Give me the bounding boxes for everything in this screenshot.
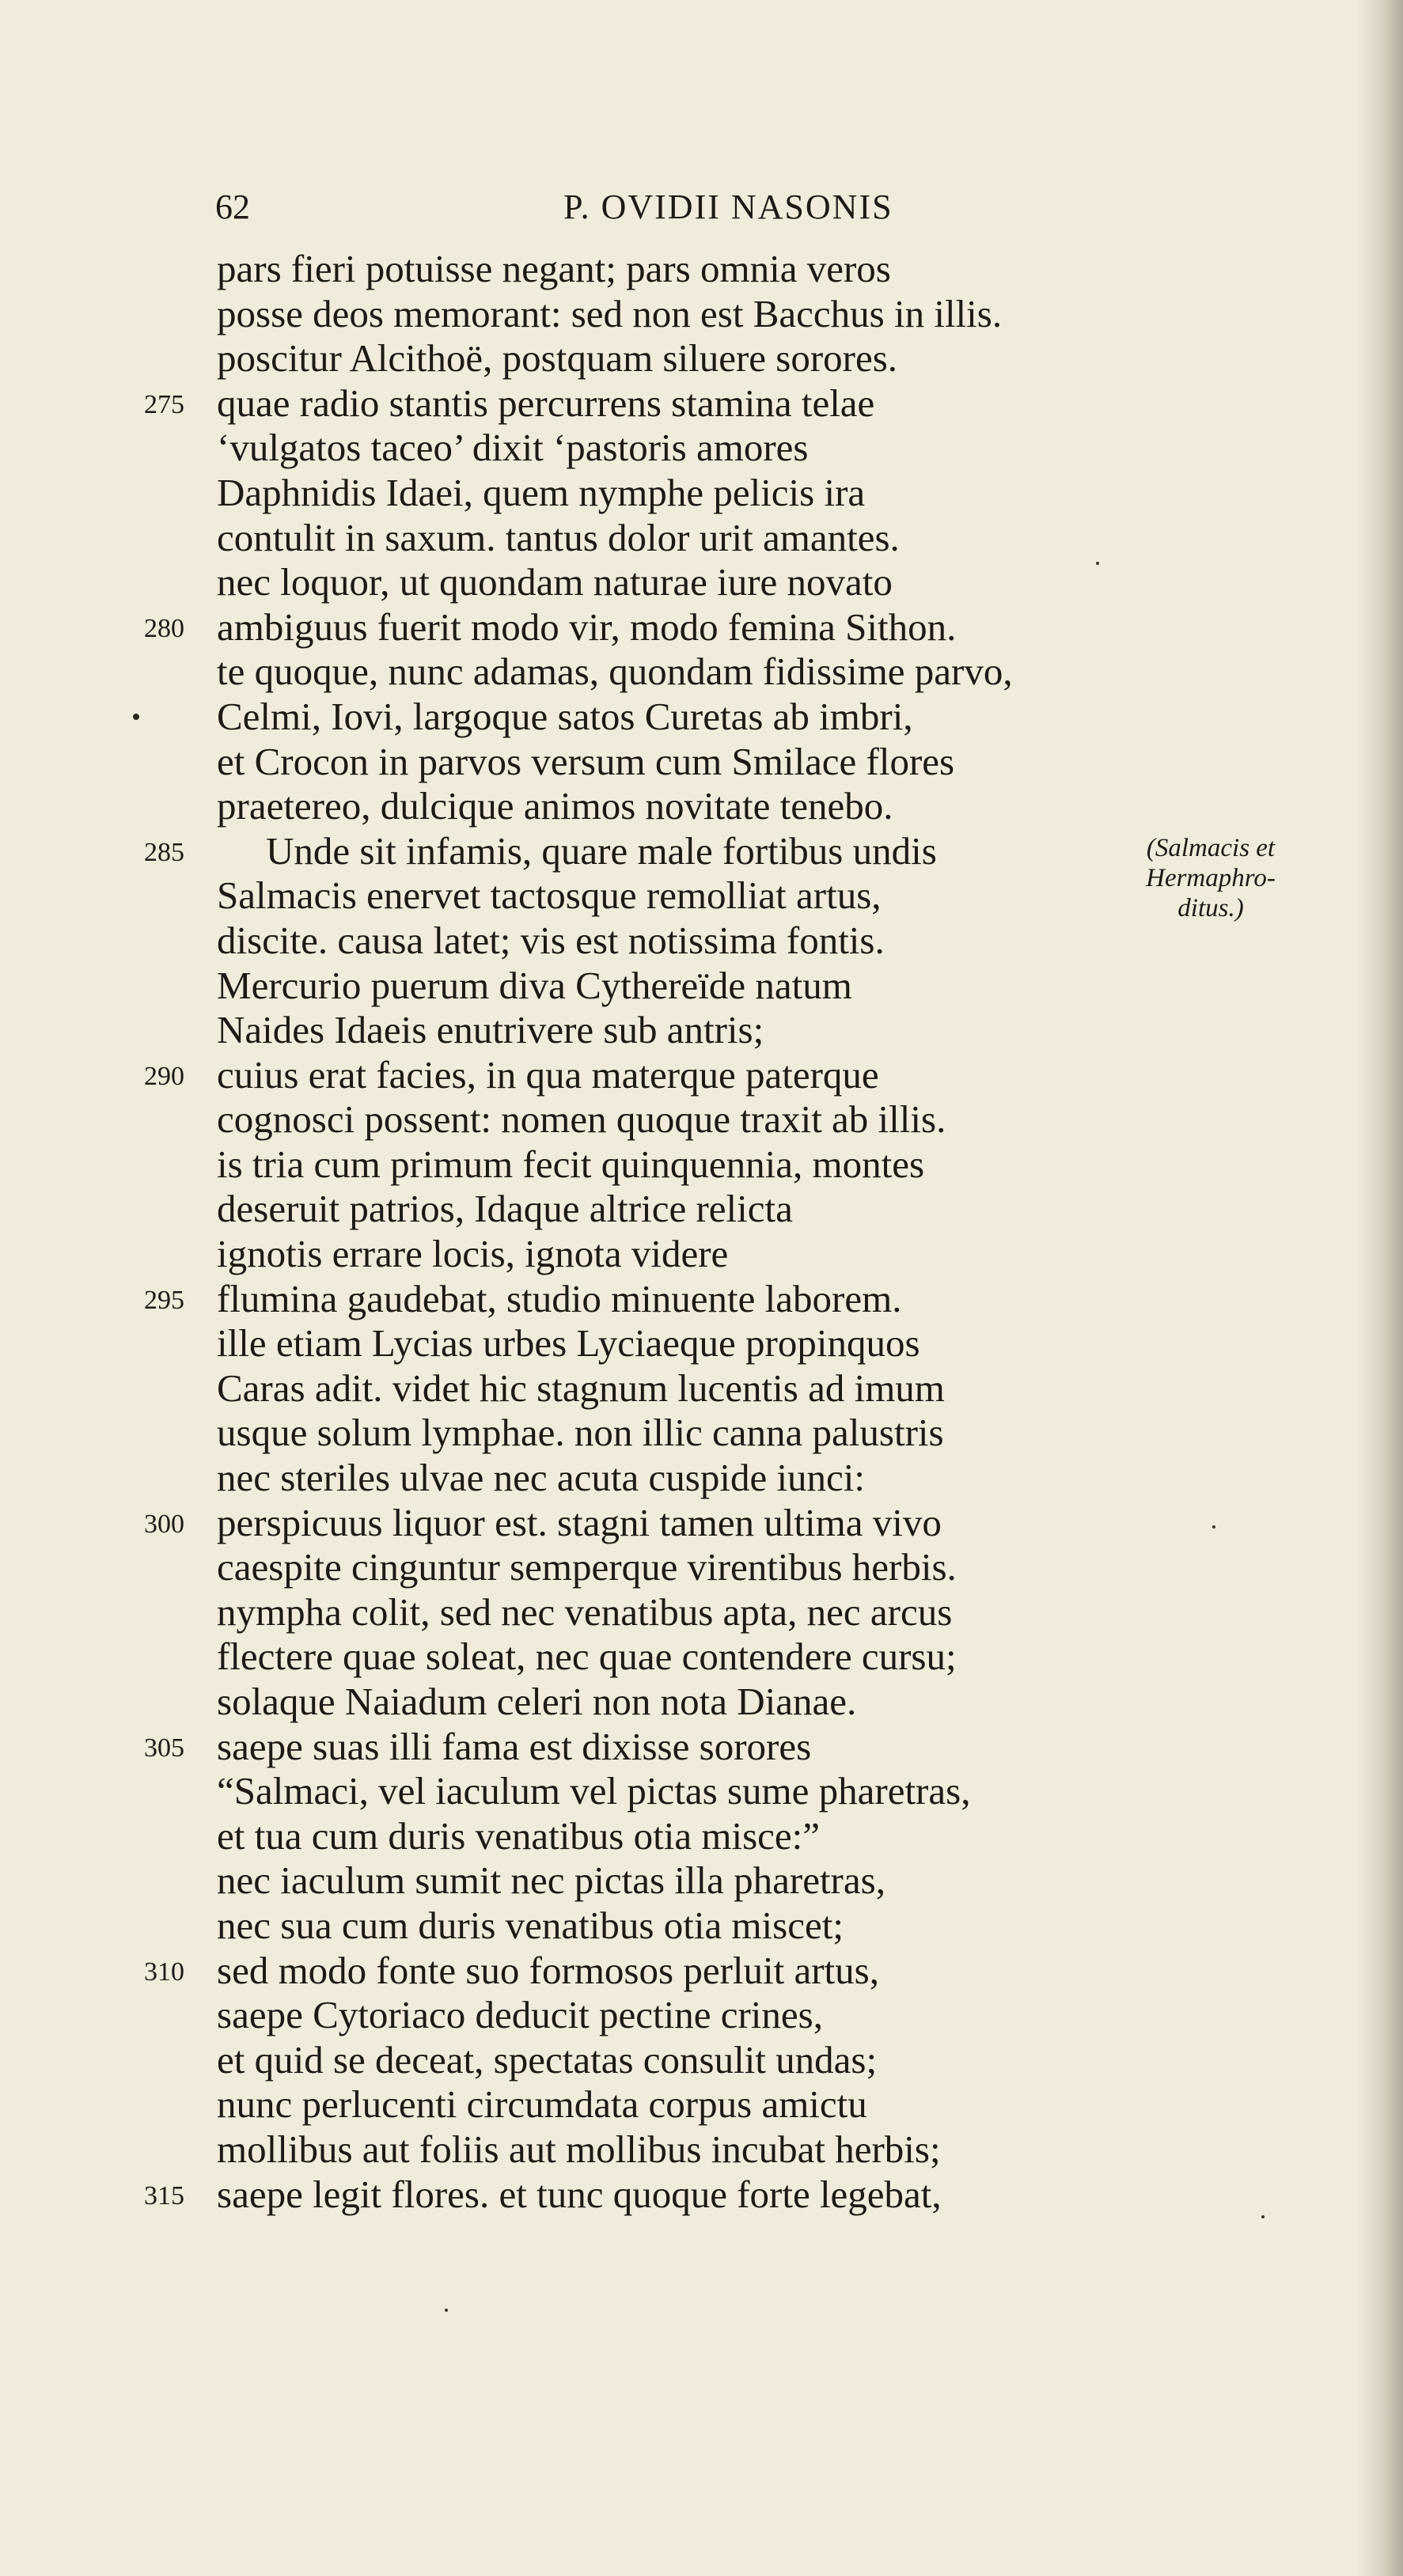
line-text: ille etiam Lycias urbes Lyciaeque propinquos	[217, 1321, 920, 1366]
line-number: 280	[144, 613, 184, 643]
side-note	[1108, 833, 1314, 923]
verse-line	[0, 1769, 1403, 1814]
line-text: nec steriles ulvae nec acuta cuspide iunci:	[217, 1456, 866, 1500]
page-number: 62	[215, 188, 250, 226]
verse-line	[0, 1949, 1403, 1994]
line-number: 305	[144, 1733, 184, 1763]
line-text: ignotis errare locis, ignota videre	[217, 1232, 729, 1276]
verse-line	[0, 336, 1403, 381]
line-text: Naides Idaeis enutrivere sub antris;	[217, 1008, 764, 1052]
verse-line	[0, 1635, 1403, 1680]
verse-line	[0, 1814, 1403, 1859]
verse-line	[0, 1277, 1403, 1322]
line-text: saepe legit flores. et tunc quoque forte legebat,	[217, 2172, 942, 2216]
line-number: 290	[144, 1061, 184, 1091]
line-text: saepe Cytoriaco deducit pectine crines,	[217, 1993, 823, 2037]
verse-line	[0, 381, 1403, 426]
line-text: usque solum lymphae. non illic canna palustris	[217, 1411, 944, 1455]
line-text: pars fieri potuisse negant; pars omnia veros	[217, 247, 891, 290]
verse-line	[0, 1321, 1403, 1366]
line-text: Mercurio puerum diva Cythereïde natum	[217, 963, 852, 1007]
verse-line	[0, 1904, 1403, 1949]
verse-line	[0, 516, 1403, 561]
verse-line	[0, 2038, 1403, 2083]
line-text: te quoque, nunc adamas, quondam fidissime parvo,	[217, 650, 1013, 694]
line-text: caespite cinguntur semperque virentibus herbis.	[217, 1545, 957, 1589]
side-note-line: Hermaphro-	[1146, 864, 1276, 892]
line-text: posse deos memorant: sed non est Bacchus in illis.	[217, 291, 1003, 335]
line-number: 295	[144, 1285, 184, 1315]
line-text: praetereo, dulcique animos novitate tenebo.	[217, 784, 893, 828]
verse-line	[0, 1590, 1403, 1635]
verse-line	[0, 1456, 1403, 1501]
line-text: discite. causa latet; vis est notissima fontis.	[217, 918, 885, 962]
verse-line	[0, 1142, 1403, 1188]
line-text: cuius erat facies, in qua materque paterque	[217, 1052, 879, 1097]
verse-line	[0, 247, 1403, 292]
poem-text	[0, 247, 1403, 2217]
line-text: is tria cum primum fecit quinquennia, montes	[217, 1142, 925, 1186]
line-text: nec loquor, ut quondam naturae iure novato	[217, 560, 893, 604]
verse-line	[0, 740, 1403, 785]
line-number: 315	[144, 2180, 184, 2210]
verse-line	[0, 1232, 1403, 1277]
verse-line	[0, 1858, 1403, 1904]
page-header	[215, 184, 1165, 231]
line-text: Salmacis enervet tactosque remolliat artus,	[217, 873, 882, 918]
verse-line	[0, 605, 1403, 650]
line-text: Daphnidis Idaei, quem nymphe pelicis ira	[217, 470, 866, 514]
line-text: ‘vulgatos taceo’ dixit ‘pastoris amores	[217, 426, 809, 470]
verse-line	[0, 560, 1403, 605]
verse-line	[0, 1097, 1403, 1142]
verse-line	[0, 2127, 1403, 2173]
line-text: et quid se deceat, spectatas consulit undas;	[217, 2037, 878, 2082]
print-speck	[445, 2309, 448, 2312]
line-text: saepe suas illi fama est dixisse sorores	[217, 1724, 812, 1768]
verse-line	[0, 784, 1403, 829]
verse-line	[0, 650, 1403, 695]
line-text: solaque Naiadum celeri non nota Dianae.	[217, 1680, 857, 1723]
line-text: cognosci possent: nomen quoque traxit ab illis.	[217, 1097, 946, 1142]
line-text: nunc perlucenti circumdata corpus amictu	[217, 2082, 867, 2127]
verse-line	[0, 426, 1403, 471]
line-text: sed modo fonte suo formosos perluit artus,	[217, 1948, 879, 1992]
line-number: 310	[144, 1957, 184, 1987]
line-text: mollibus aut foliis aut mollibus incubat herbis;	[217, 2127, 941, 2171]
line-text: “Salmaci, vel iaculum vel pictas sume pharetras,	[217, 1769, 971, 1813]
verse-line	[0, 1545, 1403, 1590]
verse-line	[0, 695, 1403, 740]
line-text: flumina gaudebat, studio minuente laborem.	[217, 1276, 902, 1320]
verse-line	[0, 1680, 1403, 1725]
line-text: flectere quae soleat, nec quae contendere cursu;	[217, 1635, 957, 1679]
line-text: Celmi, Iovi, largoque satos Curetas ab imbri,	[217, 694, 913, 738]
line-text: poscitur Alcithoë, postquam siluere sorores.	[217, 336, 898, 381]
verse-line	[0, 2082, 1403, 2127]
line-number: 300	[144, 1509, 184, 1539]
verse-line	[0, 1501, 1403, 1546]
line-text: deseruit patrios, Idaque altrice relicta	[217, 1187, 793, 1231]
line-text: Caras adit. videt hic stagnum lucentis ad imum	[217, 1366, 945, 1410]
side-note-line: (Salmacis et	[1146, 834, 1276, 862]
verse-line	[0, 1187, 1403, 1232]
line-text: ambiguus fuerit modo vir, modo femina Sithon.	[217, 604, 957, 649]
verse-line	[0, 1053, 1403, 1098]
line-text: et Crocon in parvos versum cum Smilace flores	[217, 739, 955, 783]
line-text: perspicuus liquor est. stagni tamen ultima vivo	[217, 1500, 942, 1544]
verse-line	[0, 1993, 1403, 2038]
line-number: 275	[144, 389, 184, 419]
running-title: P. OVIDII NASONIS	[563, 188, 893, 226]
line-text: Unde sit infamis, quare male fortibus undis	[266, 828, 937, 873]
line-text: quae radio stantis percurrens stamina telae	[217, 381, 875, 425]
verse-line	[0, 2173, 1403, 2218]
verse-line	[0, 1411, 1403, 1456]
line-text: contulit in saxum. tantus dolor urit amantes.	[217, 515, 900, 559]
line-text: nec iaculum sumit nec pictas illa pharetras,	[217, 1858, 885, 1903]
line-number: 285	[144, 837, 184, 867]
verse-line	[0, 292, 1403, 337]
verse-line	[0, 1008, 1403, 1053]
verse-line	[0, 1725, 1403, 1770]
verse-line	[0, 919, 1403, 964]
line-text: nympha colit, sed nec venatibus apta, nec arcus	[217, 1589, 953, 1634]
line-text: nec sua cum duris venatibus otia miscet;	[217, 1903, 844, 1947]
verse-line	[0, 1366, 1403, 1411]
side-note-line: ditus.)	[1177, 894, 1244, 922]
verse-line	[0, 964, 1403, 1009]
line-text: et tua cum duris venatibus otia misce:”	[217, 1813, 821, 1858]
verse-line	[0, 471, 1403, 516]
